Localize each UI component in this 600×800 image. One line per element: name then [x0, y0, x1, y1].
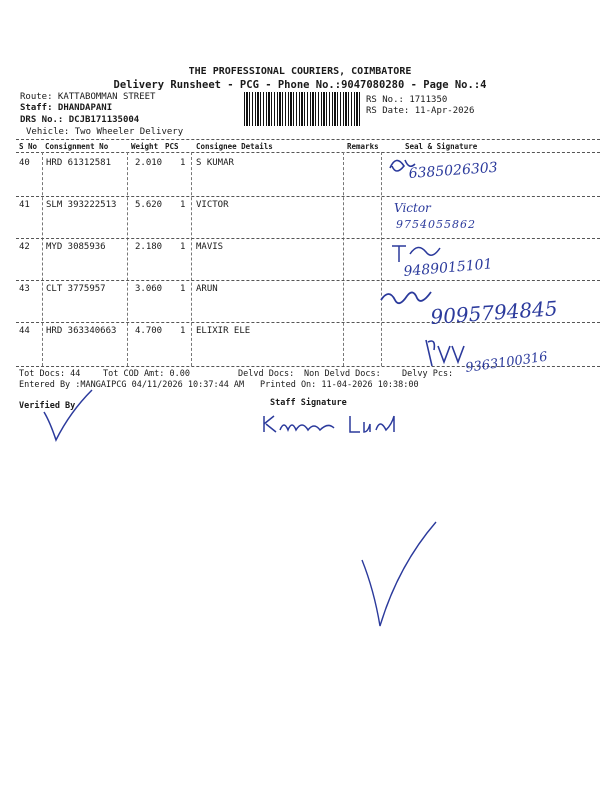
svg-text:9754055862: 9754055862 — [396, 218, 476, 231]
row-rule — [16, 196, 600, 197]
row-consignee: ELIXIR ELE — [196, 326, 251, 336]
barcode — [244, 92, 362, 126]
col-header-remarks: Remarks — [347, 142, 379, 151]
staff-signature-label: Staff Signature — [270, 398, 347, 408]
row-sno: 40 — [19, 158, 30, 168]
col-header-signature: Seal & Signature — [405, 142, 478, 151]
row-consignee: VICTOR — [196, 200, 229, 210]
vehicle-label: Vehicle: Two Wheeler Delivery — [26, 127, 184, 137]
svg-text:6385026303: 6385026303 — [408, 159, 499, 182]
row-weight: 4.700 — [135, 326, 163, 336]
entered-by: Entered By :MANGAIPCG 04/11/2026 10:37:44 AM — [19, 380, 245, 390]
large-checkmark — [358, 520, 438, 630]
row-weight: 5.620 — [135, 200, 163, 210]
col-header-weight: Weight — [131, 142, 159, 151]
row-consignment: HRD 61312581 — [46, 158, 112, 168]
col-divider — [42, 152, 43, 366]
col-divider — [343, 152, 344, 366]
runsheet-title: Delivery Runsheet - PCG - Phone No.:9047080280 - Page No.:4 — [113, 79, 487, 91]
company-name: THE PROFESSIONAL COURIERS, COIMBATORE — [188, 66, 412, 77]
row-consignee: MAVIS — [196, 242, 224, 252]
row-sno: 43 — [19, 284, 30, 294]
row-weight: 2.010 — [135, 158, 163, 168]
col-divider — [381, 152, 382, 366]
staff-signature-image — [260, 410, 410, 440]
delivered-pcs: Delvy Pcs: — [402, 369, 454, 379]
row-pcs: 1 — [180, 326, 186, 336]
route-label: Route: KATTABOMMAN STREET — [20, 92, 156, 102]
col-header-sno: S No — [19, 142, 38, 151]
total-cod: Tot COD Amt: 0.00 — [103, 369, 190, 379]
row-rule — [16, 280, 600, 281]
row-pcs: 1 — [180, 284, 186, 294]
col-divider — [191, 152, 192, 366]
signature-row-42 — [388, 236, 528, 280]
row-consignment: SLM 393222513 — [46, 200, 117, 210]
verified-checkmark — [40, 388, 100, 442]
staff-label: Staff: DHANDAPANI — [20, 103, 113, 113]
row-consignee: ARUN — [196, 284, 218, 294]
non-delivered-docs: Non Delvd Docs: — [304, 369, 381, 379]
svg-text:9095794845: 9095794845 — [429, 296, 559, 329]
col-header-consignment: Consignment No — [45, 142, 109, 151]
row-weight: 3.060 — [135, 284, 163, 294]
printed-on: Printed On: 11-04-2026 10:38:00 — [260, 380, 419, 390]
rs-number: RS No.: 1711350 — [366, 95, 448, 105]
rs-date: RS Date: 11-Apr-2026 — [366, 106, 475, 116]
delivered-docs: Delvd Docs: — [238, 369, 295, 379]
drs-number: DRS No.: DCJB171135004 — [20, 115, 140, 125]
table-top-rule — [16, 139, 600, 140]
svg-text:Victor: Victor — [394, 201, 431, 215]
col-divider — [127, 152, 128, 366]
row-sno: 42 — [19, 242, 30, 252]
verified-by-label: Verified By — [19, 401, 76, 411]
row-consignment: CLT 3775957 — [46, 284, 106, 294]
row-sno: 44 — [19, 326, 30, 336]
row-consignee: S KUMAR — [196, 158, 234, 168]
row-weight: 2.180 — [135, 242, 163, 252]
signature-row-40 — [385, 148, 535, 188]
signature-row-43 — [375, 282, 585, 332]
svg-text:9489015101: 9489015101 — [402, 256, 494, 280]
row-pcs: 1 — [180, 242, 186, 252]
row-consignment: HRD 363340663 — [46, 326, 117, 336]
total-docs: Tot Docs: 44 — [19, 369, 81, 379]
row-pcs: 1 — [180, 158, 186, 168]
row-sno: 41 — [19, 200, 30, 210]
col-header-consignee: Consignee Details — [196, 142, 273, 151]
row-pcs: 1 — [180, 200, 186, 210]
col-header-pcs: PCS — [165, 142, 179, 151]
row-consignment: MYD 3085936 — [46, 242, 106, 252]
svg-text:9363100316: 9363100316 — [464, 349, 549, 376]
signature-row-41 — [392, 198, 532, 234]
